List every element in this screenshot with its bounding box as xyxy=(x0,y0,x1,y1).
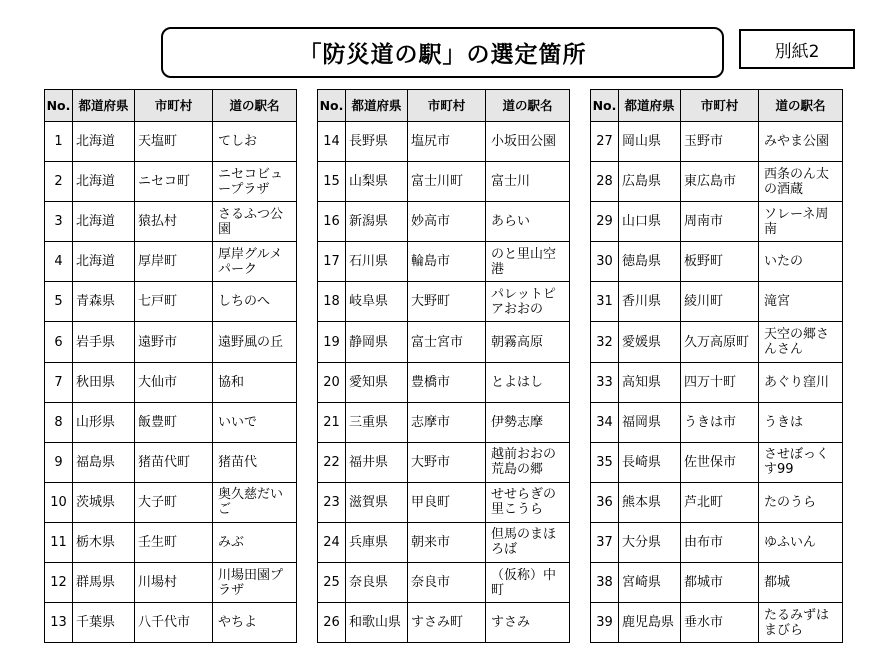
cell-prefecture: 香川県 xyxy=(619,282,681,322)
table-row xyxy=(318,442,570,482)
cell-station-name: たのうら xyxy=(759,482,843,522)
cell-no: 33 xyxy=(591,362,619,402)
cell-station-name: 奥久慈だいご xyxy=(213,482,297,522)
cell-station-name: 西条のん太の酒蔵 xyxy=(759,162,843,202)
table-row xyxy=(318,242,570,282)
cell-prefecture: 高知県 xyxy=(619,362,681,402)
cell-station-name: 越前おおの荒島の郷 xyxy=(486,442,570,482)
table-row xyxy=(318,202,570,242)
table-row xyxy=(45,482,297,522)
table-row xyxy=(591,442,843,482)
cell-municipality: 八千代市 xyxy=(135,603,213,643)
cell-station-name: パレットピアおおの xyxy=(486,282,570,322)
cell-station-name: 猪苗代 xyxy=(213,442,297,482)
table-row xyxy=(45,162,297,202)
cell-no: 27 xyxy=(591,122,619,162)
col-header-no: No. xyxy=(318,90,346,122)
cell-no: 39 xyxy=(591,603,619,643)
cell-prefecture: 熊本県 xyxy=(619,482,681,522)
table-row xyxy=(45,362,297,402)
cell-no: 16 xyxy=(318,202,346,242)
cell-prefecture: 茨城県 xyxy=(73,482,135,522)
cell-station-name: 都城 xyxy=(759,563,843,603)
cell-municipality: 東広島市 xyxy=(681,162,759,202)
cell-no: 3 xyxy=(45,202,73,242)
table-row xyxy=(45,122,297,162)
cell-no: 18 xyxy=(318,282,346,322)
cell-municipality: 富士宮市 xyxy=(408,322,486,362)
cell-station-name: すさみ xyxy=(486,603,570,643)
cell-no: 17 xyxy=(318,242,346,282)
cell-prefecture: 徳島県 xyxy=(619,242,681,282)
cell-station-name: みやま公園 xyxy=(759,122,843,162)
header-row xyxy=(318,90,570,122)
cell-station-name: （仮称）中町 xyxy=(486,563,570,603)
cell-prefecture: 千葉県 xyxy=(73,603,135,643)
cell-municipality: 大野市 xyxy=(408,442,486,482)
cell-municipality: 都城市 xyxy=(681,563,759,603)
cell-municipality: 綾川町 xyxy=(681,282,759,322)
cell-prefecture: 静岡県 xyxy=(346,322,408,362)
cell-municipality: 志摩市 xyxy=(408,402,486,442)
cell-no: 31 xyxy=(591,282,619,322)
cell-municipality: 大野町 xyxy=(408,282,486,322)
cell-municipality: 由布市 xyxy=(681,522,759,562)
col-header-station: 道の駅名 xyxy=(213,90,297,122)
table-row xyxy=(318,362,570,402)
header-row xyxy=(591,90,843,122)
cell-no: 32 xyxy=(591,322,619,362)
cell-municipality: 周南市 xyxy=(681,202,759,242)
cell-no: 10 xyxy=(45,482,73,522)
table-row xyxy=(591,322,843,362)
cell-no: 25 xyxy=(318,563,346,603)
cell-no: 34 xyxy=(591,402,619,442)
cell-station-name: ソレーネ周南 xyxy=(759,202,843,242)
header-row xyxy=(45,90,297,122)
cell-no: 28 xyxy=(591,162,619,202)
table-row xyxy=(318,402,570,442)
cell-station-name: 天空の郷さんさん xyxy=(759,322,843,362)
cell-municipality: 大子町 xyxy=(135,482,213,522)
cell-prefecture: 山梨県 xyxy=(346,162,408,202)
table-row xyxy=(591,563,843,603)
cell-station-name: 遠野風の丘 xyxy=(213,322,297,362)
cell-prefecture: 和歌山県 xyxy=(346,603,408,643)
cell-no: 21 xyxy=(318,402,346,442)
cell-prefecture: 岩手県 xyxy=(73,322,135,362)
cell-no: 2 xyxy=(45,162,73,202)
cell-municipality: 甲良町 xyxy=(408,482,486,522)
cell-municipality: 垂水市 xyxy=(681,603,759,643)
cell-municipality: うきは市 xyxy=(681,402,759,442)
cell-station-name: やちよ xyxy=(213,603,297,643)
table-row xyxy=(591,162,843,202)
cell-municipality: 朝来市 xyxy=(408,522,486,562)
col-header-prefecture: 都道府県 xyxy=(619,90,681,122)
cell-prefecture: 福井県 xyxy=(346,442,408,482)
cell-municipality: ニセコ町 xyxy=(135,162,213,202)
cell-prefecture: 北海道 xyxy=(73,202,135,242)
cell-prefecture: 愛媛県 xyxy=(619,322,681,362)
table-row xyxy=(591,603,843,643)
cell-municipality: 七戸町 xyxy=(135,282,213,322)
cell-station-name: とよはし xyxy=(486,362,570,402)
col-header-municipality: 市町村 xyxy=(681,90,759,122)
cell-station-name: 滝宮 xyxy=(759,282,843,322)
col-header-no: No. xyxy=(45,90,73,122)
cell-prefecture: 北海道 xyxy=(73,122,135,162)
cell-station-name: てしお xyxy=(213,122,297,162)
cell-prefecture: 滋賀県 xyxy=(346,482,408,522)
cell-prefecture: 愛知県 xyxy=(346,362,408,402)
cell-no: 8 xyxy=(45,402,73,442)
cell-no: 23 xyxy=(318,482,346,522)
cell-no: 22 xyxy=(318,442,346,482)
cell-municipality: 厚岸町 xyxy=(135,242,213,282)
cell-no: 13 xyxy=(45,603,73,643)
table-row xyxy=(318,282,570,322)
table-row xyxy=(45,402,297,442)
cell-no: 4 xyxy=(45,242,73,282)
cell-station-name: 但馬のまほろば xyxy=(486,522,570,562)
cell-station-name: たるみずはまびら xyxy=(759,603,843,643)
table-row xyxy=(45,322,297,362)
cell-municipality: 玉野市 xyxy=(681,122,759,162)
cell-no: 15 xyxy=(318,162,346,202)
cell-no: 7 xyxy=(45,362,73,402)
col-header-station: 道の駅名 xyxy=(486,90,570,122)
cell-prefecture: 三重県 xyxy=(346,402,408,442)
cell-station-name: せせらぎの里こうら xyxy=(486,482,570,522)
annex-label: 別紙2 xyxy=(739,29,855,69)
cell-no: 20 xyxy=(318,362,346,402)
cell-prefecture: 山口県 xyxy=(619,202,681,242)
cell-prefecture: 福島県 xyxy=(73,442,135,482)
station-table-3 xyxy=(590,89,843,643)
cell-municipality: 芦北町 xyxy=(681,482,759,522)
table-row xyxy=(318,522,570,562)
cell-prefecture: 広島県 xyxy=(619,162,681,202)
col-header-station: 道の駅名 xyxy=(759,90,843,122)
table-row xyxy=(45,522,297,562)
cell-municipality: 佐世保市 xyxy=(681,442,759,482)
cell-no: 30 xyxy=(591,242,619,282)
cell-prefecture: 長野県 xyxy=(346,122,408,162)
cell-no: 35 xyxy=(591,442,619,482)
cell-no: 14 xyxy=(318,122,346,162)
cell-station-name: いたの xyxy=(759,242,843,282)
cell-station-name: ニセコビュープラザ xyxy=(213,162,297,202)
cell-municipality: 壬生町 xyxy=(135,522,213,562)
cell-station-name: あらい xyxy=(486,202,570,242)
table-row xyxy=(318,482,570,522)
table-row xyxy=(45,282,297,322)
cell-station-name: 伊勢志摩 xyxy=(486,402,570,442)
table-row xyxy=(591,282,843,322)
document-title: 「防災道の駅」の選定箇所 xyxy=(161,27,724,78)
cell-prefecture: 岐阜県 xyxy=(346,282,408,322)
cell-no: 29 xyxy=(591,202,619,242)
cell-municipality: 四万十町 xyxy=(681,362,759,402)
cell-prefecture: 青森県 xyxy=(73,282,135,322)
cell-prefecture: 長崎県 xyxy=(619,442,681,482)
cell-municipality: 板野町 xyxy=(681,242,759,282)
cell-municipality: すさみ町 xyxy=(408,603,486,643)
col-header-no: No. xyxy=(591,90,619,122)
cell-prefecture: 奈良県 xyxy=(346,563,408,603)
station-table-2 xyxy=(317,89,570,643)
cell-prefecture: 大分県 xyxy=(619,522,681,562)
cell-prefecture: 北海道 xyxy=(73,162,135,202)
cell-municipality: 川場村 xyxy=(135,563,213,603)
cell-prefecture: 群馬県 xyxy=(73,563,135,603)
table-row xyxy=(591,522,843,562)
cell-no: 36 xyxy=(591,482,619,522)
col-header-prefecture: 都道府県 xyxy=(346,90,408,122)
cell-station-name: 川場田園プラザ xyxy=(213,563,297,603)
cell-prefecture: 福岡県 xyxy=(619,402,681,442)
cell-municipality: 飯豊町 xyxy=(135,402,213,442)
cell-station-name: 厚岸グルメパーク xyxy=(213,242,297,282)
cell-prefecture: 宮崎県 xyxy=(619,563,681,603)
cell-no: 11 xyxy=(45,522,73,562)
cell-prefecture: 栃木県 xyxy=(73,522,135,562)
table-row xyxy=(45,603,297,643)
table-row xyxy=(45,442,297,482)
cell-station-name: ゆふいん xyxy=(759,522,843,562)
cell-municipality: 妙高市 xyxy=(408,202,486,242)
table-row xyxy=(591,122,843,162)
col-header-municipality: 市町村 xyxy=(408,90,486,122)
table-row xyxy=(318,603,570,643)
cell-station-name: 朝霧高原 xyxy=(486,322,570,362)
station-table-1 xyxy=(44,89,297,643)
cell-station-name: あぐり窪川 xyxy=(759,362,843,402)
cell-municipality: 大仙市 xyxy=(135,362,213,402)
col-header-municipality: 市町村 xyxy=(135,90,213,122)
cell-prefecture: 石川県 xyxy=(346,242,408,282)
cell-municipality: 奈良市 xyxy=(408,563,486,603)
cell-municipality: 輪島市 xyxy=(408,242,486,282)
table-row xyxy=(591,482,843,522)
cell-prefecture: 新潟県 xyxy=(346,202,408,242)
cell-prefecture: 兵庫県 xyxy=(346,522,408,562)
cell-station-name: さるふつ公園 xyxy=(213,202,297,242)
cell-no: 38 xyxy=(591,563,619,603)
table-row xyxy=(318,563,570,603)
table-row xyxy=(318,322,570,362)
cell-no: 1 xyxy=(45,122,73,162)
cell-station-name: 協和 xyxy=(213,362,297,402)
cell-prefecture: 山形県 xyxy=(73,402,135,442)
cell-station-name: させぼっくす99 xyxy=(759,442,843,482)
cell-station-name: のと里山空港 xyxy=(486,242,570,282)
cell-no: 5 xyxy=(45,282,73,322)
cell-prefecture: 秋田県 xyxy=(73,362,135,402)
cell-municipality: 久万高原町 xyxy=(681,322,759,362)
cell-station-name: しちのへ xyxy=(213,282,297,322)
cell-municipality: 天塩町 xyxy=(135,122,213,162)
cell-municipality: 遠野市 xyxy=(135,322,213,362)
table-row xyxy=(591,402,843,442)
table-row xyxy=(318,122,570,162)
table-row xyxy=(591,242,843,282)
cell-station-name: 小坂田公園 xyxy=(486,122,570,162)
table-row xyxy=(45,242,297,282)
cell-no: 37 xyxy=(591,522,619,562)
cell-prefecture: 鹿児島県 xyxy=(619,603,681,643)
cell-no: 24 xyxy=(318,522,346,562)
table-row xyxy=(591,202,843,242)
table-row xyxy=(45,202,297,242)
table-row xyxy=(45,563,297,603)
cell-prefecture: 北海道 xyxy=(73,242,135,282)
cell-no: 19 xyxy=(318,322,346,362)
cell-station-name: いいで xyxy=(213,402,297,442)
cell-station-name: うきは xyxy=(759,402,843,442)
cell-station-name: みぶ xyxy=(213,522,297,562)
cell-municipality: 猪苗代町 xyxy=(135,442,213,482)
cell-no: 9 xyxy=(45,442,73,482)
cell-prefecture: 岡山県 xyxy=(619,122,681,162)
cell-municipality: 富士川町 xyxy=(408,162,486,202)
cell-no: 26 xyxy=(318,603,346,643)
cell-municipality: 猿払村 xyxy=(135,202,213,242)
table-row xyxy=(591,362,843,402)
table-row xyxy=(318,162,570,202)
cell-station-name: 富士川 xyxy=(486,162,570,202)
cell-municipality: 豊橋市 xyxy=(408,362,486,402)
col-header-prefecture: 都道府県 xyxy=(73,90,135,122)
cell-municipality: 塩尻市 xyxy=(408,122,486,162)
cell-no: 6 xyxy=(45,322,73,362)
cell-no: 12 xyxy=(45,563,73,603)
